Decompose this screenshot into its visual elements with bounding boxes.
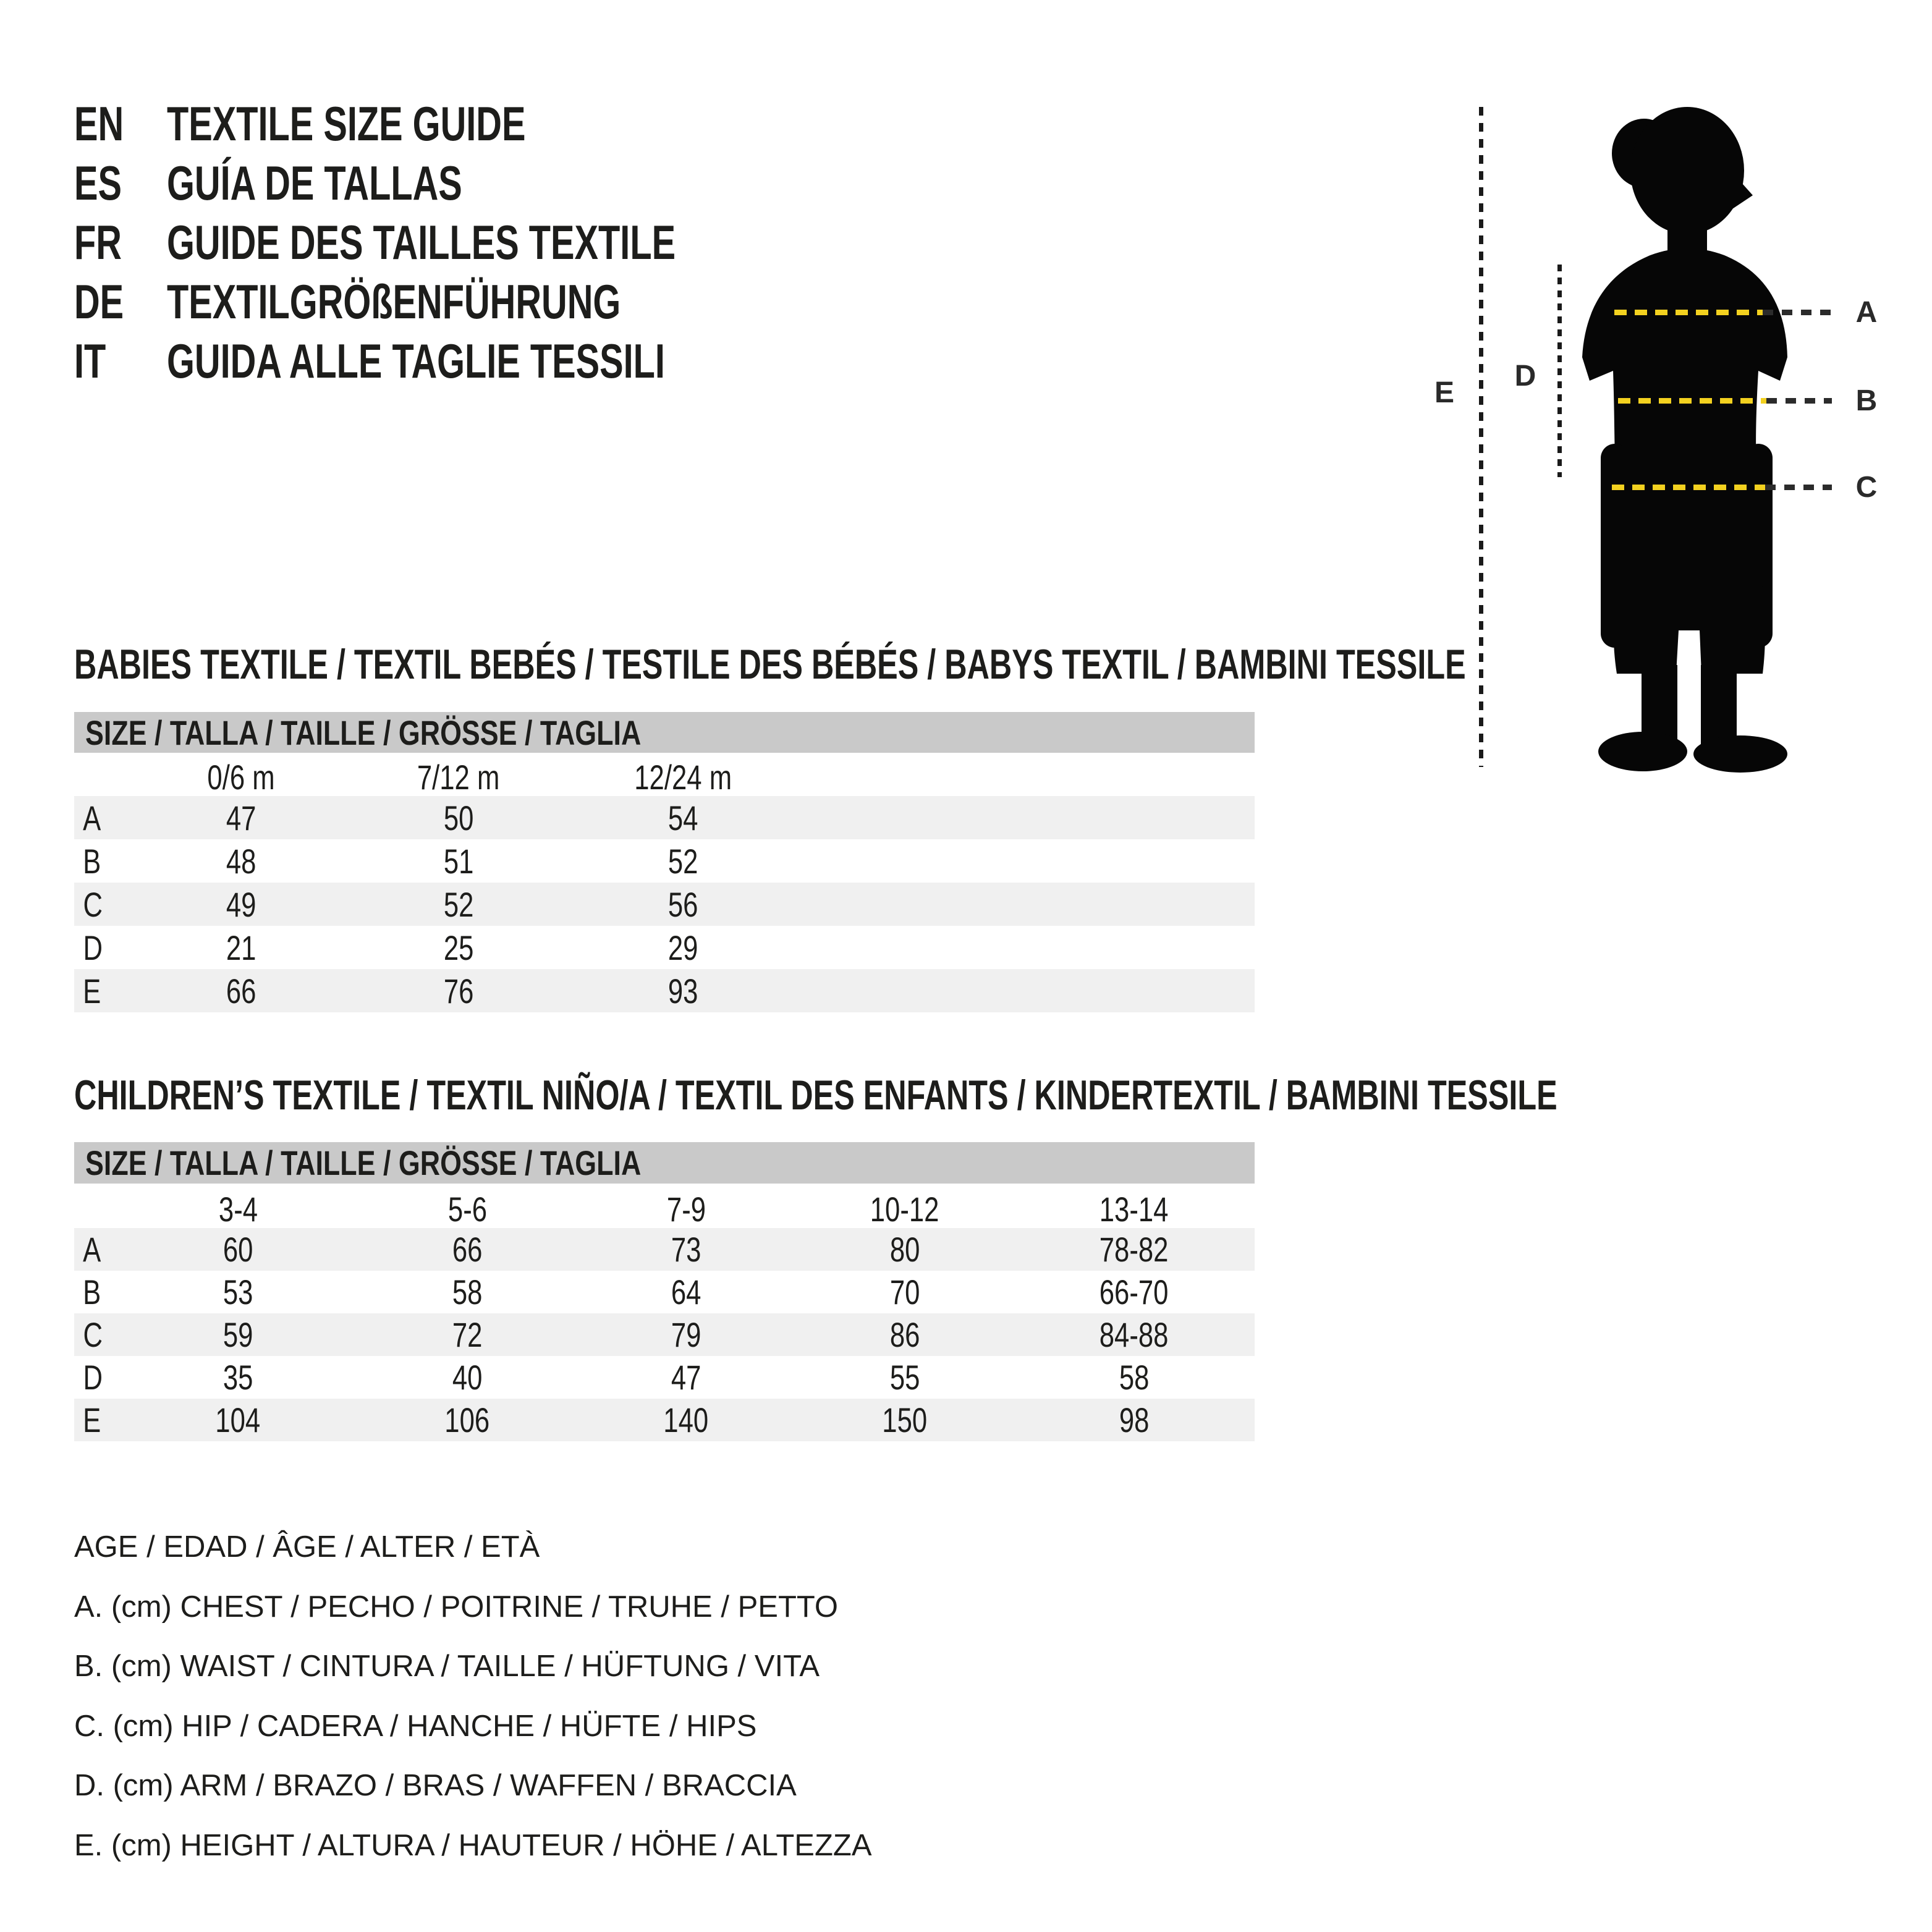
hip-line-yellow xyxy=(1612,485,1765,490)
row-label: E xyxy=(83,971,101,1010)
language-title: GUIDA ALLE TAGLIE TESSILI xyxy=(167,333,665,388)
arm-measure-line-d xyxy=(1557,265,1562,477)
table-row xyxy=(74,969,1255,1012)
cell: 70 xyxy=(889,1273,920,1311)
column-header: 0/6 m xyxy=(207,757,275,797)
cell: 84-88 xyxy=(1099,1315,1169,1354)
row-label: A xyxy=(83,1230,101,1269)
cell: 52 xyxy=(667,841,698,881)
table-row xyxy=(74,839,1255,883)
cell: 21 xyxy=(226,928,256,967)
language-code: FR xyxy=(74,214,122,269)
column-header-row xyxy=(74,759,1255,795)
column-header: 13-14 xyxy=(1099,1189,1169,1229)
cell: 78-82 xyxy=(1099,1230,1169,1269)
table-row xyxy=(74,796,1255,839)
row-label: A xyxy=(83,798,101,837)
language-title: GUIDE DES TAILLES TEXTILE xyxy=(167,214,676,269)
column-header: 12/24 m xyxy=(634,757,732,797)
row-label: C xyxy=(83,884,103,924)
table-row xyxy=(74,1271,1255,1313)
row-label: D xyxy=(83,928,103,967)
cell: 106 xyxy=(444,1400,490,1439)
column-header: 3-4 xyxy=(218,1189,258,1229)
cell: 66-70 xyxy=(1099,1273,1169,1311)
row-label: D xyxy=(83,1358,103,1397)
language-title: GUÍA DE TALLAS xyxy=(167,155,462,210)
cell: 52 xyxy=(443,884,474,924)
chest-line-yellow xyxy=(1614,310,1763,315)
cell: 25 xyxy=(443,928,474,967)
children-heading: CHILDREN’S TEXTILE / TEXTIL NIÑO/A / TEXTIL DES ENFANTS / KINDERTEXTIL / BAMBINI TESSILE xyxy=(74,1072,1557,1119)
table-row xyxy=(74,1399,1255,1441)
cell: 66 xyxy=(226,971,256,1010)
size-header-bar: SIZE / TALLA / TAILLE / GRÖSSE / TAGLIA xyxy=(74,712,1255,753)
language-code: IT xyxy=(74,333,106,388)
cell: 29 xyxy=(667,928,698,967)
cell: 140 xyxy=(663,1400,709,1439)
cell: 47 xyxy=(226,798,256,837)
cell: 59 xyxy=(222,1315,253,1354)
cell: 56 xyxy=(667,884,698,924)
language-code: ES xyxy=(74,155,122,210)
cell: 72 xyxy=(452,1315,483,1354)
table-row xyxy=(74,1313,1255,1356)
chest-line-black xyxy=(1763,310,1832,315)
cell: 66 xyxy=(452,1230,483,1269)
language-title: TEXTILGRÖßENFÜHRUNG xyxy=(167,274,621,329)
language-title: TEXTILE SIZE GUIDE xyxy=(167,96,526,151)
cell: 98 xyxy=(1119,1400,1150,1439)
waist-line-yellow xyxy=(1618,398,1766,404)
cell: 86 xyxy=(889,1315,920,1354)
cell: 104 xyxy=(215,1400,261,1439)
cell: 80 xyxy=(889,1230,920,1269)
figure-label-a: A xyxy=(1855,295,1878,329)
children-table xyxy=(74,1142,1255,1445)
legend-line-height: E. (cm) HEIGHT / ALTURA / HAUTEUR / HÖHE / ALTEZZA xyxy=(74,1829,872,1862)
row-label: B xyxy=(83,841,101,881)
cell: 60 xyxy=(222,1230,253,1269)
cell: 49 xyxy=(226,884,256,924)
hip-line-black xyxy=(1765,485,1832,490)
column-header: 5-6 xyxy=(447,1189,487,1229)
row-label: C xyxy=(83,1315,103,1354)
waist-line-black xyxy=(1766,398,1832,404)
cell: 64 xyxy=(671,1273,701,1311)
legend-line-age: AGE / EDAD / ÂGE / ALTER / ETÀ xyxy=(74,1530,540,1564)
cell: 150 xyxy=(882,1400,928,1439)
cell: 48 xyxy=(226,841,256,881)
column-header: 7/12 m xyxy=(417,757,500,797)
cell: 51 xyxy=(443,841,474,881)
legend-line-waist: B. (cm) WAIST / CINTURA / TAILLE / HÜFTUNG / VITA xyxy=(74,1650,820,1683)
cell: 35 xyxy=(222,1358,253,1397)
table-row xyxy=(74,926,1255,969)
size-header-bar: SIZE / TALLA / TAILLE / GRÖSSE / TAGLIA xyxy=(74,1142,1255,1184)
row-label: B xyxy=(83,1273,101,1311)
cell: 55 xyxy=(889,1358,920,1397)
cell: 93 xyxy=(667,971,698,1010)
cell: 58 xyxy=(1119,1358,1150,1397)
legend-line-arm: D. (cm) ARM / BRAZO / BRAS / WAFFEN / BRACCIA xyxy=(74,1769,797,1802)
legend-line-hip: C. (cm) HIP / CADERA / HANCHE / HÜFTE / HIPS xyxy=(74,1710,757,1743)
legend-line-chest: A. (cm) CHEST / PECHO / POITRINE / TRUHE / PETTO xyxy=(74,1590,839,1624)
table-row xyxy=(74,1228,1255,1271)
column-header: 10-12 xyxy=(870,1189,939,1229)
table-row xyxy=(74,1356,1255,1399)
cell: 53 xyxy=(222,1273,253,1311)
babies-table xyxy=(74,712,1255,1015)
cell: 79 xyxy=(671,1315,701,1354)
column-header-row xyxy=(74,1189,1255,1229)
cell: 47 xyxy=(671,1358,701,1397)
figure-label-d: D xyxy=(1514,359,1536,392)
cell: 76 xyxy=(443,971,474,1010)
language-code: DE xyxy=(74,274,124,329)
cell: 50 xyxy=(443,798,474,837)
column-header: 7-9 xyxy=(666,1189,706,1229)
cell: 40 xyxy=(452,1358,483,1397)
figure-label-b: B xyxy=(1855,384,1878,417)
cell: 58 xyxy=(452,1273,483,1311)
cell: 54 xyxy=(667,798,698,837)
row-label: E xyxy=(83,1400,101,1439)
babies-heading: BABIES TEXTILE / TEXTIL BEBÉS / TESTILE DES BÉBÉS / BABYS TEXTIL / BAMBINI TESSILE xyxy=(74,641,1466,688)
table-row xyxy=(74,883,1255,926)
figure-label-c: C xyxy=(1855,470,1878,504)
figure-label-e: E xyxy=(1434,376,1454,409)
language-code: EN xyxy=(74,96,124,151)
cell: 73 xyxy=(671,1230,701,1269)
